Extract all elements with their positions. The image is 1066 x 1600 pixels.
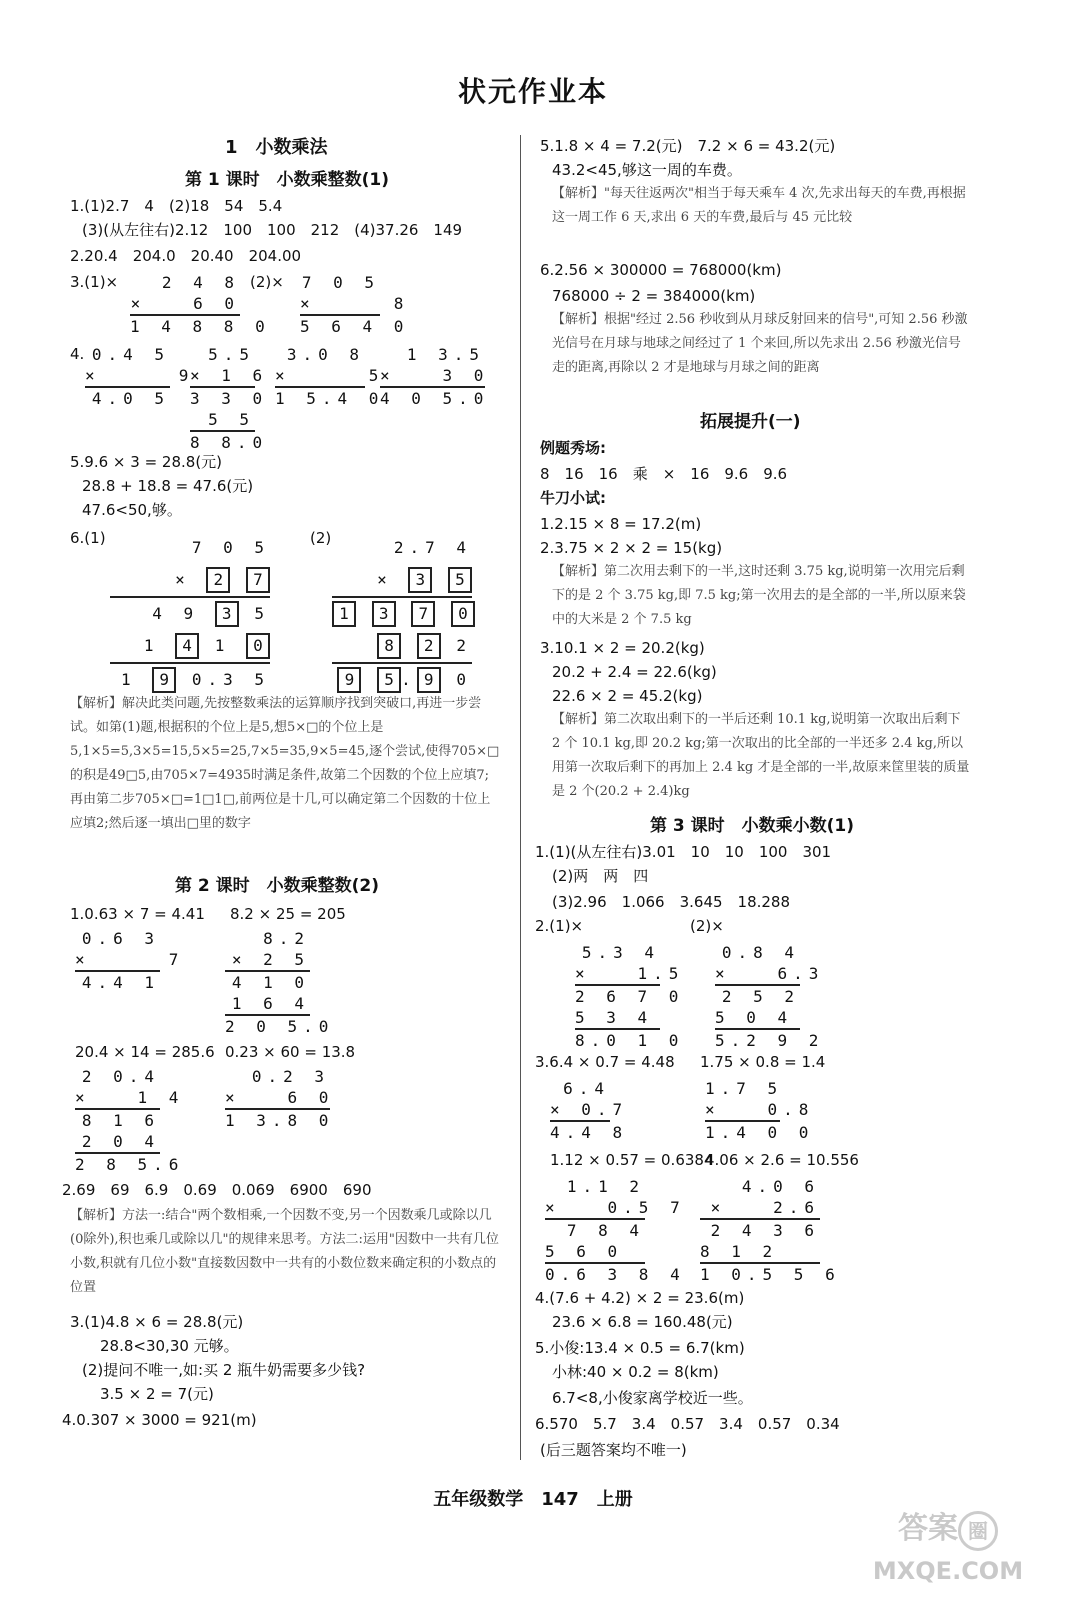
analysis-note: 【解析】"每天往返两次"相当于每天乘车 4 次,先求出每天的车费,再根据这一周工作 6 天,求出 6 天的车费,最后与 45 元比较 bbox=[552, 186, 966, 225]
answer-line: (后三题答案均不唯一) bbox=[540, 1441, 687, 1459]
vertical-calc: 4.0 6 × 2.6 2 4 3 6 8 1 2 1 0.5 5 6 bbox=[700, 1177, 841, 1284]
q6-label: 6.(1) bbox=[70, 529, 106, 547]
answer-line: 小林:40 × 0.2 = 8(km) bbox=[552, 1363, 719, 1381]
answer-line: (2)两 两 四 bbox=[552, 867, 649, 885]
q3-label: 3.(1)× bbox=[70, 273, 119, 291]
q2a-label: 2.(1)× bbox=[535, 917, 584, 935]
answer-line: 3.10.1 × 2 = 20.2(kg) bbox=[540, 639, 705, 657]
page-title: 状元作业本 bbox=[457, 75, 608, 108]
answer-line: 6.570 5.7 3.4 0.57 3.4 0.57 0.34 bbox=[535, 1415, 840, 1433]
analysis-note: 【解析】第二次用去剩下的一半,这时还剩 3.75 kg,说明第一次用完后剩下的是 2 个 3.75 kg,即 7.5 kg;第一次用去的是全部的一半,所以原来袋中的大米是 2 个 7.5 kg bbox=[552, 564, 966, 627]
analysis-note: 【解析】方法一:结合"两个数相乘,一个因数不变,另一个因数乘几或除以几(0除外),积也乘几或除以几"的规律来思考。方法二:运用"因数中一共有几位小数,积就有几位小数"直接数因数中一共有的小数位数来确定积的小数点的位置 bbox=[70, 1208, 499, 1295]
lesson-1-heading: 第 1 课时 小数乘整数(1) bbox=[185, 170, 390, 190]
vertical-calc: 1.7 5 × 0.8 1.4 0 0 bbox=[705, 1079, 815, 1142]
answer-line: 28.8 + 18.8 = 47.6(元) bbox=[82, 477, 254, 495]
answer-line: 2.69 69 6.9 0.69 0.069 6900 690 bbox=[62, 1181, 372, 1199]
analysis-note: 【解析】第二次取出剩下的一半后还剩 10.1 kg,说明第一次取出后剩下 2 个 10.1 kg,即 20.2 kg;第一次取出的比全部的一半还多 2.4 kg,所以用第一次取后剩下的再加上 2.4 kg 才是全部的一半,故原来筐里装的质量是 2 个(20.2 + 2.4)kg bbox=[552, 712, 970, 799]
vertical-calc: 5.5 × 1 6 3 3 0 5 5 8 8.0 bbox=[190, 345, 269, 452]
answer-line: 5.1.8 × 4 = 7.2(元) 7.2 × 6 = 43.2(元) bbox=[540, 137, 836, 155]
answer-line: 23.6 × 6.8 = 160.48(元) bbox=[552, 1313, 733, 1331]
page-footer: 五年级数学 147 上册 bbox=[433, 1489, 633, 1510]
answer-line: 2.3.75 × 2 × 2 = 15(kg) bbox=[540, 539, 723, 557]
vertical-calc: 2 4 8 × 6 0 1 4 8 8 0 bbox=[130, 273, 271, 336]
answer-line: 5.小俊:13.4 × 0.5 = 6.7(km) bbox=[535, 1339, 745, 1357]
q6b-label: (2) bbox=[310, 529, 332, 547]
vertical-calc: 1 3.5 × 3 0 4 0 5.0 bbox=[380, 345, 490, 408]
vertical-calc: 8.2 × 2 5 4 1 0 1 6 4 2 0 5.0 bbox=[225, 929, 335, 1036]
answer-line: 0.23 × 60 = 13.8 bbox=[225, 1043, 356, 1061]
vertical-calc: 7 0 5 × 8 5 6 4 0 bbox=[300, 273, 410, 336]
answer-line: 1.75 × 0.8 = 1.4 bbox=[700, 1053, 826, 1071]
vertical-calc: 3.0 8 × 5 1 5.4 0 bbox=[275, 345, 385, 408]
answer-line: 6.7<8,小俊家离学校近一些。 bbox=[552, 1389, 753, 1407]
try-label: 牛刀小试: bbox=[540, 489, 606, 507]
answer-line: 22.6 × 2 = 45.2(kg) bbox=[552, 687, 703, 705]
answer-line: 28.8<30,30 元够。 bbox=[100, 1337, 239, 1355]
vertical-calc: 0.8 4 × 6.3 2 5 2 5 0 4 5.2 9 2 bbox=[715, 943, 825, 1050]
answer-line: (3)2.96 1.066 3.645 18.288 bbox=[552, 893, 791, 911]
vertical-calc: 2 0.4 × 1 4 8 1 6 2 0 4 2 8 5.6 bbox=[75, 1067, 185, 1174]
unit-heading: 1 小数乘法 bbox=[225, 137, 328, 158]
answer-line: 3.(1)4.8 × 6 = 28.8(元) bbox=[70, 1313, 244, 1331]
lesson-2-heading: 第 2 课时 小数乘整数(2) bbox=[175, 876, 380, 896]
answer-line: (2)提问不唯一,如:买 2 瓶牛奶需要多少钱? bbox=[82, 1361, 366, 1379]
vertical-calc: 0.4 5 × 9 4.0 5 bbox=[85, 345, 195, 408]
q3b-label: (2)× bbox=[250, 273, 284, 291]
column-divider bbox=[520, 135, 521, 1460]
answer-line: 47.6<50,够。 bbox=[82, 501, 182, 519]
answer-line: 20.4 × 14 = 285.6 bbox=[75, 1043, 215, 1061]
answer-line: 1.(1)(从左往右)3.01 10 10 100 301 bbox=[535, 843, 832, 861]
answer-line: (3)(从左往右)2.12 100 100 212 (4)37.26 149 bbox=[82, 221, 463, 239]
answer-line: 1.(1)2.7 4 (2)18 54 5.4 bbox=[70, 197, 283, 215]
answer-line: 2.20.4 204.0 20.40 204.00 bbox=[70, 247, 302, 265]
answer-line: 4.06 × 2.6 = 10.556 bbox=[705, 1151, 859, 1169]
lesson-3-heading: 第 3 课时 小数乘小数(1) bbox=[650, 816, 855, 836]
vertical-calc: 0.6 3 × 7 4.4 1 bbox=[75, 929, 185, 992]
q4-label: 4. bbox=[70, 345, 85, 363]
vertical-calc: 5.3 4 × 1.5 2 6 7 0 5 3 4 8.0 1 0 bbox=[575, 943, 685, 1050]
answer-line: 1.2.15 × 8 = 17.2(m) bbox=[540, 515, 702, 533]
answer-line: 1.12 × 0.57 = 0.6384 bbox=[550, 1151, 714, 1169]
answer-line: 8 16 16 乘 × 16 9.6 9.6 bbox=[540, 465, 788, 483]
digit-puzzle-2: 2.7 4 × 3 5 1 3 7 0 8 2 2 9 5 . 9 0 bbox=[332, 532, 472, 696]
answer-line: 43.2<45,够这一周的车费。 bbox=[552, 161, 742, 179]
answer-line: 768000 ÷ 2 = 384000(km) bbox=[552, 287, 756, 305]
vertical-calc: 6.4 × 0.7 4.4 8 bbox=[550, 1079, 629, 1142]
answer-line: 6.2.56 × 300000 = 768000(km) bbox=[540, 261, 782, 279]
answer-line: 3.5 × 2 = 7(元) bbox=[100, 1385, 214, 1403]
analysis-note: 【解析】根据"经过 2.56 秒收到从月球反射回来的信号",可知 2.56 秒激光信号在月球与地球之间经过了 1 个来回,所以先求出 2.56 秒激光信号走的距离,再除以 2 才是地球与月球之间的距离 bbox=[552, 312, 968, 375]
watermark-logo: 答案 圈 MXQE.COM bbox=[872, 1511, 1024, 1585]
extension-heading: 拓展提升(一) bbox=[700, 412, 801, 432]
answer-line: 20.2 + 2.4 = 22.6(kg) bbox=[552, 663, 717, 681]
answer-line: 1.0.63 × 7 = 4.41 bbox=[70, 905, 205, 923]
answer-line: 4.(7.6 + 4.2) × 2 = 23.6(m) bbox=[535, 1289, 745, 1307]
answer-line: 5.9.6 × 3 = 28.8(元) bbox=[70, 453, 223, 471]
vertical-calc: 1.1 2 × 0.5 7 7 8 4 5 6 0 0.6 3 8 4 bbox=[545, 1177, 686, 1284]
q2b-label: (2)× bbox=[690, 917, 724, 935]
answer-line: 3.6.4 × 0.7 = 4.48 bbox=[535, 1053, 675, 1071]
vertical-calc: 0.2 3 × 6 0 1 3.8 0 bbox=[225, 1067, 335, 1130]
analysis-note: 【解析】解决此类问题,先按整数乘法的运算顺序找到突破口,再进一步尝试。如第(1)题,根据积的个位上是5,想5×□的个位上是5,1×5=5,3×5=15,5×5=25,7×5=35,9×5=45,逐个尝试,使得705×□的积是49□5,由705×7=4935时满足条件,故第二个因数的个位上应填7;再由第二步705×□=1□1□,前两位是十几,可以确定第二个因数的十位上应填2;然后逐一填出□里的数字 bbox=[70, 696, 500, 831]
answer-line: 4.0.307 × 3000 = 921(m) bbox=[62, 1411, 257, 1429]
digit-puzzle-1: 7 0 5 × 2 7 4 9 3 5 1 4 1 0 1 9 0.3 5 bbox=[110, 532, 270, 696]
example-label: 例题秀场: bbox=[540, 439, 606, 457]
answer-line: 8.2 × 25 = 205 bbox=[230, 905, 346, 923]
